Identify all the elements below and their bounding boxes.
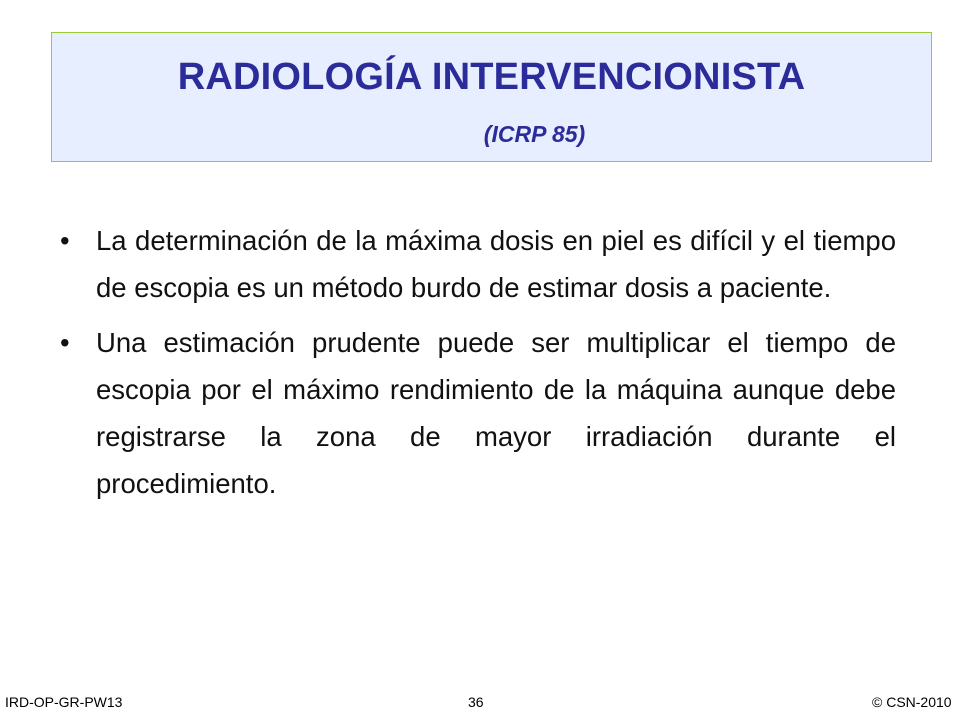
bullet-text-2: Una estimación prudente puede ser multiplicar el tiempo de escopia por el máximo rendimiento de la máquina aunque debe registrarse la zona de mayor irradiación durante el procedimiento. xyxy=(96,327,896,499)
footer-page-number: 36 xyxy=(468,694,484,710)
footer-doc-code: IRD-OP-GR-PW13 xyxy=(5,694,123,710)
slide-subtitle xyxy=(52,120,931,148)
title-box xyxy=(51,32,932,162)
bullet-item-1 xyxy=(60,217,896,311)
bullet-marker-2: • xyxy=(60,327,70,358)
bullet-marker-1: • xyxy=(60,225,70,256)
slide-title: RADIOLOGÍA INTERVENCIONISTA xyxy=(177,56,806,98)
slide-subtitle-text: (ICRP 85) xyxy=(483,121,586,147)
footer-copyright: © CSN-2010 xyxy=(872,694,952,710)
bullet-text-1: La determinación de la máxima dosis en piel es difícil y el tiempo de escopia es un método burdo de estimar dosis a paciente. xyxy=(96,225,896,303)
bullet-list xyxy=(60,217,896,515)
bullet-item-2 xyxy=(60,319,896,507)
